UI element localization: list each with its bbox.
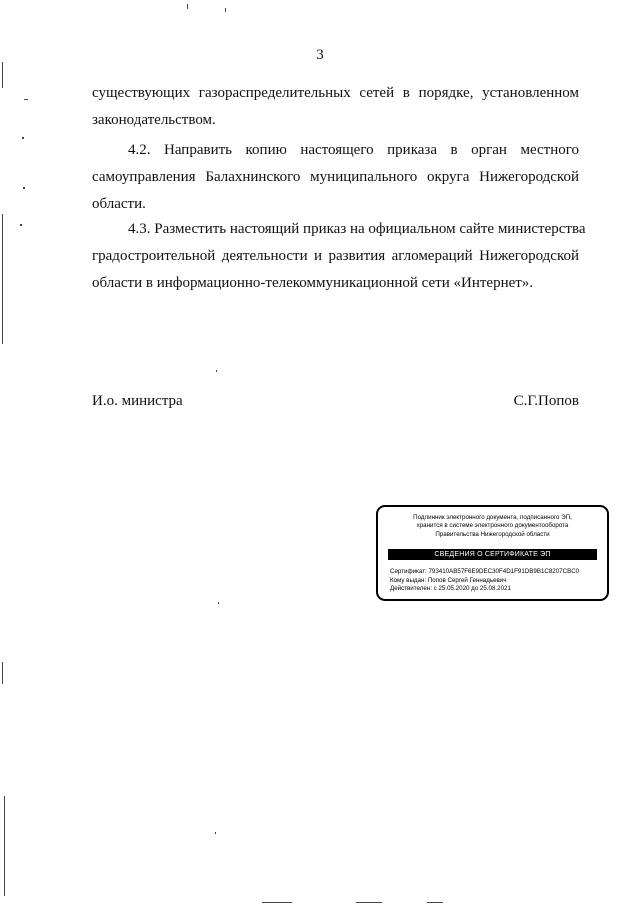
- scan-mark: [427, 902, 443, 903]
- text-line: законодательством.: [92, 112, 216, 128]
- text-line: 4.2. Направить копию настоящего приказа в орган местного: [128, 142, 579, 158]
- scan-mark: [22, 137, 24, 139]
- paragraph-1: [92, 80, 579, 134]
- certificate-validity: Действителен: с 25.05.2020 до 25.08.2021: [390, 585, 511, 593]
- scan-mark: [20, 224, 22, 226]
- scan-mark: [23, 187, 25, 189]
- scan-mark: [218, 602, 219, 604]
- text-line: области в информационно-телекоммуникационной сети «Интернет».: [92, 275, 534, 291]
- text-line: градостроительной деятельности и развития агломераций Нижегородской: [92, 248, 579, 264]
- paragraph-2: [92, 137, 579, 218]
- paragraph-3: [92, 216, 586, 297]
- signer-name: С.Г.Попов: [513, 393, 579, 409]
- scan-mark: [262, 902, 292, 903]
- scan-mark: [24, 99, 28, 100]
- stamp-header-line: хранится в системе электронного документооборота: [416, 522, 569, 530]
- signer-position: И.о. министра: [92, 393, 183, 409]
- e-signature-stamp: [376, 505, 609, 601]
- stamp-header-line: Подлинник электронного документа, подписанного ЭП,: [413, 514, 572, 521]
- scan-mark: [187, 4, 188, 9]
- scan-mark: [2, 62, 3, 88]
- certificate-number: Сертификат: 793410AB57F6E9DEC30F4D1F91DB9B1C8207CBC0: [390, 568, 580, 575]
- text-line: существующих газораспределительных сетей в порядке, установленном: [92, 85, 579, 101]
- scan-mark: [2, 662, 3, 684]
- stamp-title-bar: СВЕДЕНИЯ О СЕРТИФИКАТЕ ЭП: [388, 549, 597, 560]
- text-line: самоуправления Балахнинского муниципального округа Нижегородской: [92, 169, 579, 185]
- stamp-details: [390, 568, 579, 594]
- scan-mark: [4, 796, 5, 896]
- stamp-header: [378, 514, 607, 539]
- scan-mark: [2, 214, 3, 344]
- scan-mark: [215, 832, 216, 834]
- scan-mark: [216, 370, 217, 372]
- text-line: области.: [92, 196, 146, 212]
- stamp-header-line: Правительства Нижегородской области: [435, 530, 550, 538]
- text-line: 4.3. Разместить настоящий приказ на официальном сайте министерства: [128, 221, 586, 237]
- certificate-owner: Кому выдан: Попов Сергей Геннадьевич: [390, 576, 507, 584]
- scan-mark: [356, 902, 382, 903]
- scan-mark: [225, 8, 226, 12]
- page-number: 3: [316, 47, 324, 63]
